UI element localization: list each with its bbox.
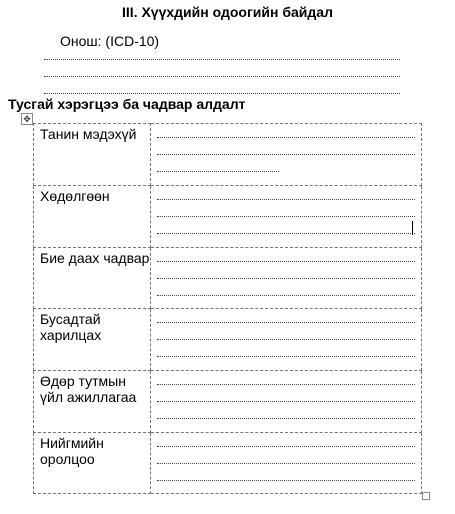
diagnosis-fill-line[interactable] bbox=[44, 76, 400, 77]
row-label-cognition: Танин мэдэхүй bbox=[34, 124, 151, 186]
diagnosis-fill-line[interactable] bbox=[44, 59, 400, 60]
diagnosis-label: Онош: (ICD-10) bbox=[60, 33, 160, 49]
fill-cell[interactable] bbox=[151, 186, 422, 248]
table-resize-handle[interactable] bbox=[422, 492, 430, 500]
row-label-social-participation: Нийгмийн оролцоо bbox=[34, 433, 151, 494]
fill-line[interactable] bbox=[157, 480, 415, 481]
fill-line[interactable] bbox=[157, 216, 415, 217]
move-icon[interactable]: ✥ bbox=[21, 113, 33, 125]
table-row bbox=[34, 371, 422, 433]
table-row bbox=[34, 433, 422, 494]
ability-table bbox=[33, 123, 422, 494]
fill-line[interactable] bbox=[157, 384, 415, 385]
fill-line[interactable] bbox=[157, 401, 415, 402]
special-needs-title: Тусгай хэрэгцээ ба чадвар алдалт bbox=[8, 96, 246, 112]
fill-line[interactable] bbox=[157, 154, 415, 155]
fill-cell[interactable] bbox=[151, 309, 422, 371]
fill-line[interactable] bbox=[157, 278, 415, 279]
fill-line[interactable] bbox=[157, 233, 415, 234]
diagnosis-fill-line[interactable] bbox=[44, 93, 400, 94]
fill-line[interactable] bbox=[157, 339, 415, 340]
fill-line[interactable] bbox=[157, 418, 415, 419]
fill-line[interactable] bbox=[157, 322, 415, 323]
table-row bbox=[34, 248, 422, 309]
text-cursor bbox=[412, 221, 413, 235]
table-row bbox=[34, 124, 422, 186]
row-label-communication: Бусадтай харилцах bbox=[34, 309, 151, 371]
table-row bbox=[34, 309, 422, 371]
fill-line[interactable] bbox=[157, 446, 415, 447]
table-row bbox=[34, 186, 422, 248]
fill-cell[interactable] bbox=[151, 433, 422, 494]
fill-cell[interactable] bbox=[151, 124, 422, 186]
fill-line[interactable] bbox=[157, 137, 415, 138]
fill-line[interactable] bbox=[157, 295, 415, 296]
section-heading: III. Хүүхдийн одоогийн байдал bbox=[122, 4, 333, 20]
row-label-movement: Хөдөлгөөн bbox=[34, 186, 151, 248]
fill-line[interactable] bbox=[157, 199, 415, 200]
fill-line[interactable] bbox=[157, 171, 279, 172]
fill-cell[interactable] bbox=[151, 371, 422, 433]
fill-line[interactable] bbox=[157, 356, 415, 357]
fill-cell[interactable] bbox=[151, 248, 422, 309]
fill-line[interactable] bbox=[157, 463, 415, 464]
row-label-self-care: Бие даах чадвар bbox=[34, 248, 151, 309]
row-label-daily-activities: Өдөр тутмын үйл ажиллагаа bbox=[34, 371, 151, 433]
fill-line[interactable] bbox=[157, 261, 415, 262]
